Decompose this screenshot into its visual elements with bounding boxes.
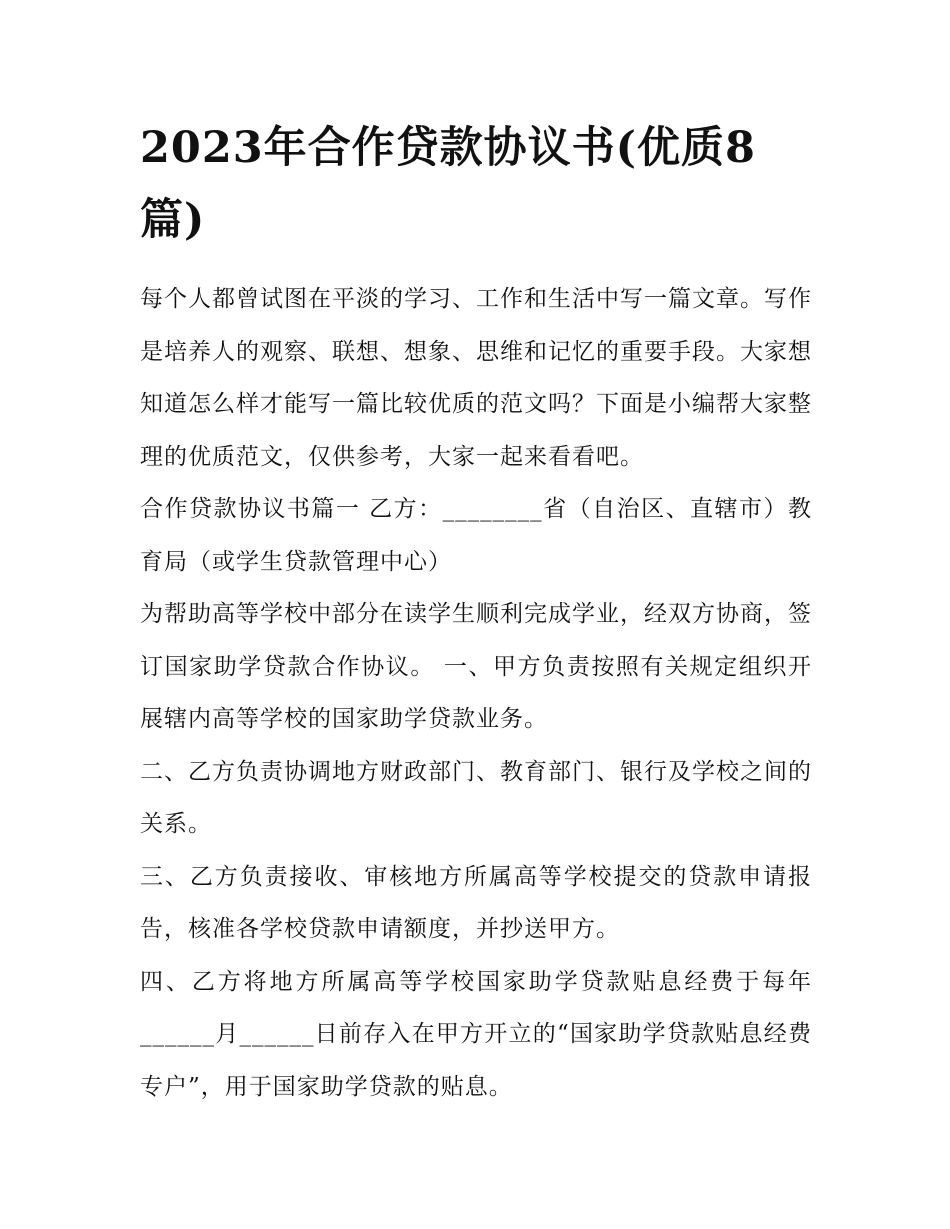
- agreement-clause-two: 二、乙方负责协调地方财政部门、教育部门、银行及学校之间的关系。: [140, 758, 812, 837]
- agreement-clause-three: 三、乙方负责接收、审核地方所属高等学校提交的贷款申请报告，核准各学校贷款申请额度，并抄送甲方。: [140, 863, 812, 942]
- agreement-clause-four: 四、乙方将地方所属高等学校国家助学贷款贴息经费于每年______月______日前存入在甲方开立的“国家助学贷款贴息经费专户”，用于国家助学贷款的贴息。: [140, 968, 812, 1100]
- document-title: 2023年合作贷款协议书(优质8篇): [140, 123, 756, 245]
- intro-paragraph: 每个人都曾试图在平淡的学习、工作和生活中写一篇文章。写作是培养人的观察、联想、想象、思维和记忆的重要手段。大家想知道怎么样才能写一篇比较优质的范文吗？下面是小编帮大家整理的优质范文，仅供参考，大家一起来看看吧。: [140, 286, 812, 470]
- document-page: [140, 112, 812, 1113]
- agreement-party-paragraph: 合作贷款协议书篇一 乙方：________省（自治区、直辖市）教育局（或学生贷款管理中心）: [140, 496, 812, 575]
- agreement-clause-one: 为帮助高等学校中部分在读学生顺利完成学业，经双方协商，签订国家助学贷款合作协议。 一、甲方负责按照有关规定组织开展辖内高等学校的国家助学贷款业务。: [140, 601, 812, 732]
